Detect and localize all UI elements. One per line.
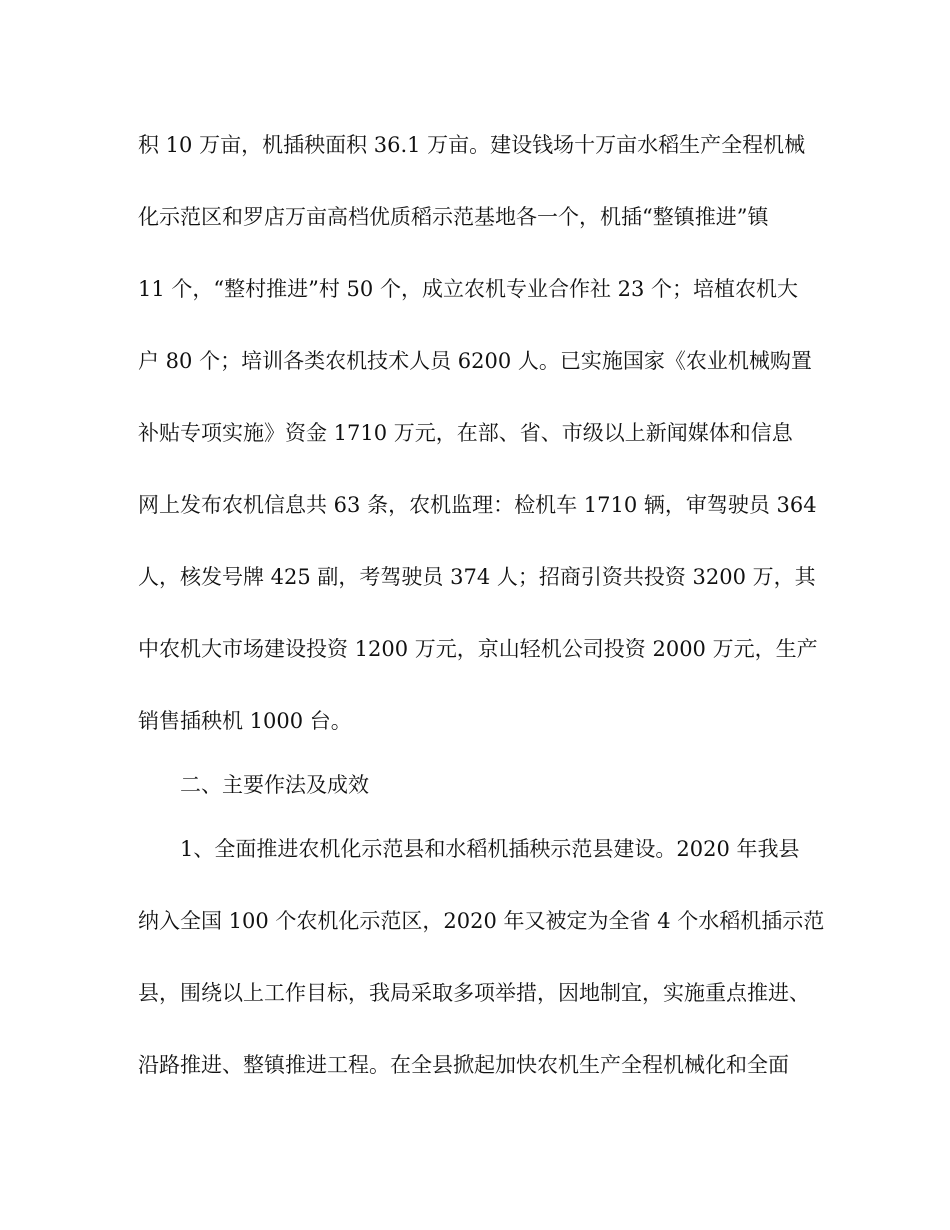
body-text-line: 补贴专项实施》资金 1710 万元，在部、省、市级以上新闻媒体和信息 xyxy=(138,421,793,445)
body-text-line: 销售插秧机 1000 台。 xyxy=(138,709,352,733)
body-text-line: 化示范区和罗店万亩高档优质稻示范基地各一个，机插“整镇推进”镇 xyxy=(138,205,769,229)
body-text-line: 户 80 个；培训各类农机技术人员 6200 人。已实施国家《农业机械购置 xyxy=(138,349,812,373)
body-text-line: 人，核发号牌 425 副，考驾驶员 374 人；招商引资共投资 3200 万，其 xyxy=(138,565,816,589)
body-text-line: 11 个，“整村推进”村 50 个，成立农机专业合作社 23 个；培植农机大 xyxy=(138,277,799,301)
paragraph-first-line: 1、全面推进农机化示范县和水稻机插秧示范县建设。2020 年我县 xyxy=(180,837,800,861)
section-heading: 二、主要作法及成效 xyxy=(180,773,369,797)
body-text-line: 网上发布农机信息共 63 条，农机监理：检机车 1710 辆，审驾驶员 364 xyxy=(138,493,817,517)
body-text-line: 中农机大市场建设投资 1200 万元，京山轻机公司投资 2000 万元，生产 xyxy=(138,637,818,661)
body-text-line: 县，围绕以上工作目标，我局采取多项举措，因地制宜，实施重点推进、 xyxy=(138,981,810,1005)
body-text-line: 纳入全国 100 个农机化示范区，2020 年又被定为全省 4 个水稻机插示范 xyxy=(138,909,825,933)
body-text-line: 积 10 万亩，机插秧面积 36.1 万亩。建设钱场十万亩水稻生产全程机械 xyxy=(138,133,806,157)
body-text-line: 沿路推进、整镇推进工程。在全县掀起加快农机生产全程机械化和全面 xyxy=(138,1053,789,1077)
